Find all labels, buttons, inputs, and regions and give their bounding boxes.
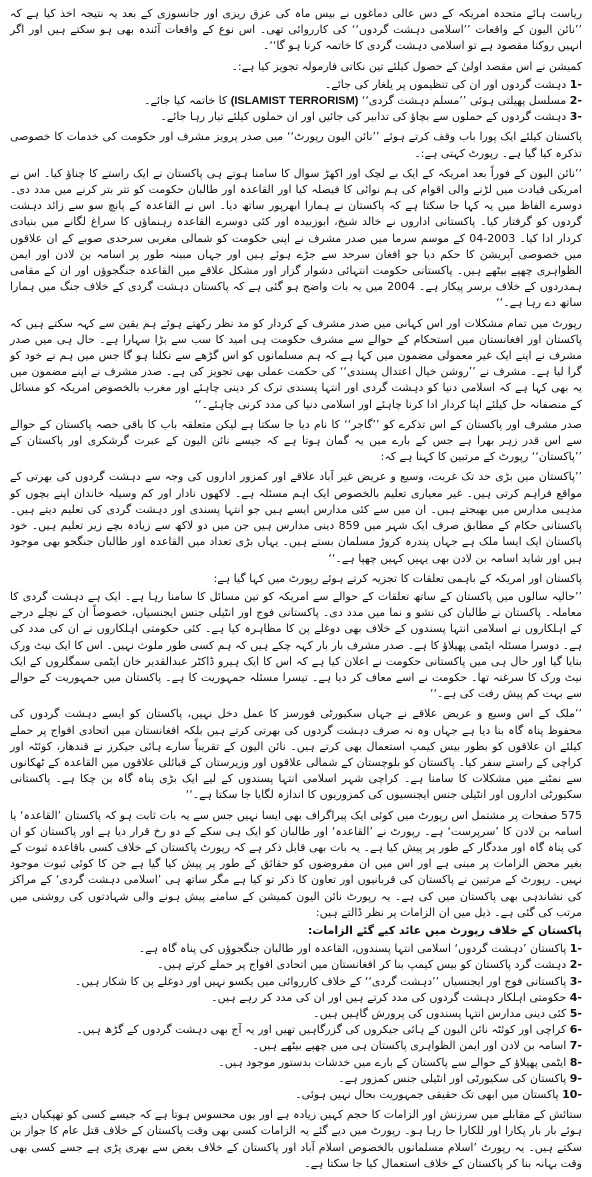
charge-number: 3- bbox=[569, 974, 582, 988]
formula-latin-term: (ISLAMIST TERRORISM) bbox=[230, 95, 359, 108]
closing-paragraph: ستائش کے مقابلے میں سرزنش اور الزامات کا حجم کہیں زیادہ ہے اور یوں محسوس ہوتا ہے کہ جیسے کسی کو تھپکیاں دیتے ہوئے بار بار پکارا اور للکارا جا رہا ہو۔ رپورٹ میں دیے گئے یہ الزامات کسی بھی وقت پاکستان کے خلاف قتل عام کا جواز بن سکتے ہیں۔ یہ رپورٹ ’اسلام مسلمانوں بالخصوص اسلام آباد اور پاکستان کے خلاف بغض سے بھری پڑی ہے جسے کسی بھی وقت بہانہ بنا کر پاکستان کے خلاف استعمال کیا جا سکتا ہے۔ bbox=[10, 1108, 582, 1170]
body-paragraph: پاکستان اور امریکہ کے باہمی تعلقات کا تجزیہ کرتے ہوئے رپورٹ میں کہا گیا ہے: bbox=[213, 571, 582, 585]
charge-number: 2- bbox=[569, 958, 582, 972]
formula-text: دہشت گردوں اور ان کی تنظیموں پر یلغار کی جائے۔ bbox=[324, 77, 567, 91]
charge-number: 5- bbox=[569, 1006, 582, 1020]
charge-item bbox=[10, 1071, 582, 1087]
charges-list bbox=[10, 941, 582, 1103]
charge-item bbox=[10, 941, 582, 957]
formula-list bbox=[10, 77, 582, 126]
charge-item bbox=[10, 1038, 582, 1054]
charge-number: 1- bbox=[569, 942, 582, 956]
charge-item bbox=[10, 1087, 582, 1103]
formula-number: 2- bbox=[569, 94, 582, 108]
charge-text: پاکستان میں ابھی تک حقیقی جمہوریت بحال نہیں ہوئی۔ bbox=[295, 1088, 559, 1101]
body-paragraph: رپورٹ میں تمام مشکلات اور اس کہانی میں صدر مشرف کے کردار کو مد نظر رکھتے ہوئے ہم یقین سے کہہ سکتے ہیں کہ پاکستان اور افغانستان میں استحکام کے حوالے سے مشرف حکومت ہی امید کا سب سے بڑا سہارا ہے۔ حال ہی میں صدر مشرف نے اپنے ایک غیر معمولی مضمون میں کہا ہے کہ ہم مسلمانوں کو اس گڑھے سے نکلنا ہو گا جس میں ہم نے خود کو گرا لیا ہے۔ مشرف نے ’’روشن خیال اعتدال پسندی‘‘ کی حکمت عملی بھی تجویز کی ہے۔ صدر مشرف نے اپنے مضمون میں یہ بھی کہا ہے کہ اسلامی دنیا کو دہشت گردی اور انتہا پسندی ترک کر دینی چاہئے اور مغرب بالخصوص امریکہ کو مسائل کے منصفانہ حل کیلئے اپنا کردار ادا کرنا چاہئے اور اسلامی دنیا کی مدد کرنی چاہئے۔‘‘ bbox=[10, 316, 582, 411]
charge-text: کئی دینی مدارس انتہا پسندوں کی پرورش گاہیں ہیں۔ bbox=[313, 1006, 567, 1020]
body-paragraph: پاکستان کیلئے ایک پورا باب وقف کرتے ہوئے ’’نائن الیون رپورٹ‘‘ میں صدر پرویز مشرف اور حکومت کی خدمات کا خصوصی تذکرہ کیا گیا ہے۔ رپورٹ کہتی ہے:۔ bbox=[10, 130, 582, 160]
formula-item bbox=[10, 93, 582, 109]
charge-item bbox=[10, 1006, 582, 1022]
charge-text: دہشت گرد پاکستان کو بیس کیمپ بنا کر افغانستان میں اتحادی افواج پر حملے کرتے ہیں۔ bbox=[157, 958, 567, 972]
charge-number: 6- bbox=[569, 1023, 582, 1037]
charge-item bbox=[10, 1022, 582, 1038]
formula-item bbox=[10, 109, 582, 125]
body-paragraph: ’’ملک کے اس وسیع و عریض علاقے نے جہاں سکیورٹی فورسز کا عمل دخل نہیں، پاکستان کو ایسے دہشت گردوں کی محفوظ پناہ گاہ بنا دیا ہے جہاں وہ نہ صرف دہشت گردوں کی بھرتی کرتے ہیں بلکہ افغانستان میں اتحادی افواج پر حملے کیلئے ان علاقوں کو بطور بیس کیمپ استعمال بھی کرتے ہیں۔ نائن الیون کے تقریباً سارے ہائی جیکرز نے قندھار، کوئٹہ اور کراچی کے راستے سفر کیا۔ پاکستان کو بلوچستان کے شمالی علاقوں اور وزیرستان کے قبائلی علاقوں میں القاعدہ کے ٹھکانوں سے نمٹنے میں مشکلات کا سامنا ہے۔ کراچی شہر اسلامی انتہا پسندوں کے لیے ایک بڑی پناہ گاہ بن چکا ہے۔ پاکستانی سکیورٹی اداروں اور انٹیلی جنس ایجنسیوں کی کمزوریوں کا اندازہ لگایا جا سکتا ہے۔‘‘ bbox=[10, 707, 582, 802]
charge-item bbox=[10, 990, 582, 1006]
body-paragraph: 575 صفحات پر مشتمل اس رپورٹ میں کوئی ایک پیراگراف بھی ایسا نہیں جس سے یہ بات ثابت ہو کہ پاکستان ’القاعدہ‘ یا اسامہ بن لادن کا ’سرپرست‘ ہے۔ رپورٹ نے ’القاعدہ‘ اور طالبان کو ایک ہی سکے کے دو رخ قرار دیا ہے اور پاکستان کو ان کی پناہ گاہ اور مددگار کے طور پر پیش کیا ہے۔ یہ بات بھی قابل ذکر ہے کہ رپورٹ پاکستان کے خلاف کسی باقاعدہ ثبوت کے بغیر محض الزامات پر مبنی ہے اور اس میں ان مفروضوں کو حقائق کے طور پر پیش کیا گیا ہے جن کا کوئی ثبوت موجود نہیں۔ رپورٹ کے مرتبین نے پاکستان کی قربانیوں اور تعاون کا ذکر تو کیا ہے مگر ساتھ ہی ’اسلامی دہشت گردی‘ کے مراکز کی نشاندہی بھی پاکستان میں کی ہے۔ یہ رپورٹ نائن الیون کمیشن کے سامنے پیش ہونے والی شہادتوں کی روشنی میں مرتب کی گئی ہے۔ ذیل میں ان الزامات پر نظر ڈالتے ہیں: bbox=[10, 808, 582, 919]
charge-text: پاکستان کی سکیورٹی اور انٹیلی جنس کمزور ہے۔ bbox=[338, 1071, 567, 1085]
charge-number: 4- bbox=[569, 990, 582, 1004]
charges-heading: پاکستان کے خلاف رپورٹ میں عائد کیے گئے الزامات: bbox=[307, 923, 582, 937]
charge-number: 7- bbox=[569, 1039, 582, 1053]
charge-text: اسامہ بن لادن اور ایمن الظواہری پاکستان ہی میں چھپے بیٹھے ہیں۔ bbox=[252, 1039, 567, 1053]
charge-number: 9- bbox=[569, 1071, 582, 1085]
charge-text: پاکستان ’دہشت گردوں‘ اسلامی انتہا پسندوں، القاعدہ اور طالبان جنگجوؤں کی پناہ گاہ ہے۔ bbox=[138, 942, 567, 956]
formula-text: دہشت گردوں کے حملوں سے بچاؤ کی تدابیر کی جائیں اور ان حملوں کیلئے تیار رہا جائے۔ bbox=[160, 110, 567, 124]
formula-text: مسلسل پھیلتی ہوئی ’’مسلم دہشت گردی‘‘ bbox=[361, 94, 567, 108]
charge-text: حکومتی اہلکار دہشت گردوں کی مدد کرتے ہیں اور ان کی مدد کر رہے ہیں۔ bbox=[211, 990, 567, 1004]
body-paragraph: صدر مشرف اور پاکستان کے اس تذکرے کو ’’گاجر‘‘ کا نام دیا جا سکتا ہے لیکن متعلقہ باب کا باقی حصہ پاکستان کے حوالے سے اس قدر زہر بھرا ہے جس کے بارے میں یہ گمان ہوتا ہے کہ جیسے نائن الیون کے عبرت گرشکری اور پاکستان کے ’’پاکستان‘‘ رپورٹ کے مرتبین کا کہنا ہے کہ: bbox=[10, 417, 582, 464]
body-paragraph: ’’پاکستان میں بڑی حد تک غربت، وسیع و عریض غیر آباد علاقے اور کمزور اداروں کی وجہ سے دہشت گردوں کی بھرتی کے مواقع فراہم کرتی ہیں۔ غیر معیاری تعلیم بالخصوص ایک اہم مسئلہ ہے۔ لاکھوں نادار اور کم وسیلہ خاندان اپنے بچوں کو مذہبی مدارس میں بھیجتے ہیں۔ ان میں سے کئی مدارس ایسے ہیں جو انتہا پسندی اور دہشت گردی کی تعلیم دیتے ہیں۔ پاکستانی حکام کے مطابق صرف ایک شہر میں 859 دینی مدارس ہیں جن میں دو لاکھ سے زیادہ بچے زیر تعلیم ہیں۔ خود پاکستان ایک ایسا ملک ہے جہاں پندرہ کروڑ مسلمان بستے ہیں۔ یہاں بڑی تعداد میں القاعدہ اور طالبان جنگجو بھی موجود ہیں اور شاید اسامہ بن لادن بھی یہیں کہیں چھپا ہے۔‘‘ bbox=[10, 470, 582, 565]
formula-lead: کمیشن نے اس مقصد اولیٰ کے حصول کیلئے تین نکاتی فارمولہ تجویز کیا ہے:۔ bbox=[231, 59, 582, 73]
formula-number: 1- bbox=[569, 77, 582, 91]
charge-text: پاکستانی فوج اور ایجنسیاں ’’دہشت گردی‘‘ کے خلاف کارروائی میں یکسو نہیں اور دوغلے پن کا شکار ہیں۔ bbox=[74, 974, 567, 988]
body-paragraph: ’’حالیہ سالوں میں پاکستان کے ساتھ تعلقات کے حوالے سے امریکہ کو تین مسائل کا سامنا رہا ہے۔ ایک ہے دہشت گردی کا معاملہ۔ پاکستان نے طالبان کی نشو و نما میں مدد دی۔ پاکستانی فوج اور انٹیلی جنس ایجنسیاں، خصوصاً ان کے نچلے درجے کے اہلکاروں نے اسلامی انتہا پسندوں کے خلاف بھی دوغلے پن کا مظاہرہ کیا ہے۔ کئی حکومتی اہلکاروں نے ان کی مدد کی ہے۔ دوسرا مسئلہ ایٹمی پھیلاؤ کا ہے۔ صدر مشرف بار بار کہہ چکے ہیں کہ ہم کسی طور ملوث نہیں۔ اس کا ایک نیٹ ورک بنایا گیا اور حال ہی میں پاکستانی حکومت نے اعلان کیا ہے کہ اس کا ایک ہیرو ڈاکٹر عبدالقدیر خان ایٹمی سمگلروں کے ایک نیٹ ورک کا سرغنہ تھا۔ حکومت نے اسے معاف کر دیا ہے۔ تیسرا مسئلہ جمہوریت کا ہے۔ پاکستان میں جمہوریت کے حوالے سے بہت کم پیش رفت کی ہے۔‘‘ bbox=[10, 589, 582, 701]
formula-item bbox=[10, 77, 582, 93]
charge-number: 10- bbox=[562, 1088, 582, 1101]
body-paragraph: ’’نائن الیون کے فوراً بعد امریکہ کے ایک بے لچک اور اکھڑ سوال کا سامنا ہوتے ہی پاکستان نے ایک راستے کا چناؤ کیا۔ اس نے امریکی قیادت میں لڑنے والی اقوام کی ہم نوائی کا فیصلہ کیا اور القاعدہ اور طالبان حکومت کو تتر بتر کرنے میں مدد دی۔ دوسرے الفاظ میں یہ کہا جا سکتا ہے کہ پاکستان نے ہمارا ابھرپور ساتھ دیا۔ اس نے القاعدہ کے پانچ سو سے زائد دہشت گردوں کو گرفتار کیا۔ پاکستانی اداروں نے خالد شیخ، ابوزبیدہ اور کئی دوسرے القاعدہ رہنماؤں کا سراغ لگانے میں بنیادی کردار ادا کیا۔ 2003-04 کے موسم سرما میں صدر مشرف نے اپنی حکومت کو شمالی مغربی سرحدی صوبے کے ان علاقوں میں خصوصی آپریشن کا حکم دیا جو افغان سرحد سے جڑے ہوئے ہیں اور جہاں مبینہ طور پر اسامہ بن لادن اور ایمن الظواہری چھپے بیٹھے ہیں۔ پاکستانی حکومت انتہائی دشوار گزار اور مشکل علاقے میں القاعدہ جنگجوؤں اور ان کے مقامی ہمدردوں کے خلاف برسر پیکار ہے۔ 2004 میں یہ بات واضح ہو گئی ہے کہ پاکستان دہشت گردی کے خلاف جنگ میں ہمارا ساتھ دے رہا ہے۔‘‘ bbox=[10, 166, 583, 310]
formula-number: 3- bbox=[569, 110, 582, 124]
charge-number: 8- bbox=[569, 1055, 582, 1069]
charge-item bbox=[10, 957, 582, 973]
charge-text: کراچی اور کوئٹہ نائن الیون کے ہائی جیکروں کی گزرگاہیں تھیں اور یہ آج بھی دہشت گردوں کے گڑھ ہیں۔ bbox=[76, 1023, 567, 1037]
charge-text: ایٹمی پھیلاؤ کے حوالے سے پاکستان کے بارے میں خدشات بدستور موجود ہیں۔ bbox=[218, 1055, 567, 1069]
charge-item bbox=[10, 974, 582, 990]
formula-text-after: کا خاتمہ کیا جائے۔ bbox=[144, 94, 228, 108]
charge-item bbox=[10, 1055, 582, 1071]
intro-paragraph: ریاست ہائے متحدہ امریکہ کے دس عالی دماغوں نے بیس ماہ کی عرق ریزی اور جانسوزی کے بعد یہ نتیجہ اخذ کیا ہے کہ ’’نائن الیون کے واقعات ’’اسلامی دہشت گردوں‘‘ کی کارروائی تھی۔ اس نوع کے واقعات آئندہ بھی ہو سکتے ہیں اور اگر انہیں روکنا مقصود ہے تو اسلامی دہشت گردی کا خاتمہ کرنا ہو گا‘‘۔ bbox=[10, 7, 582, 53]
